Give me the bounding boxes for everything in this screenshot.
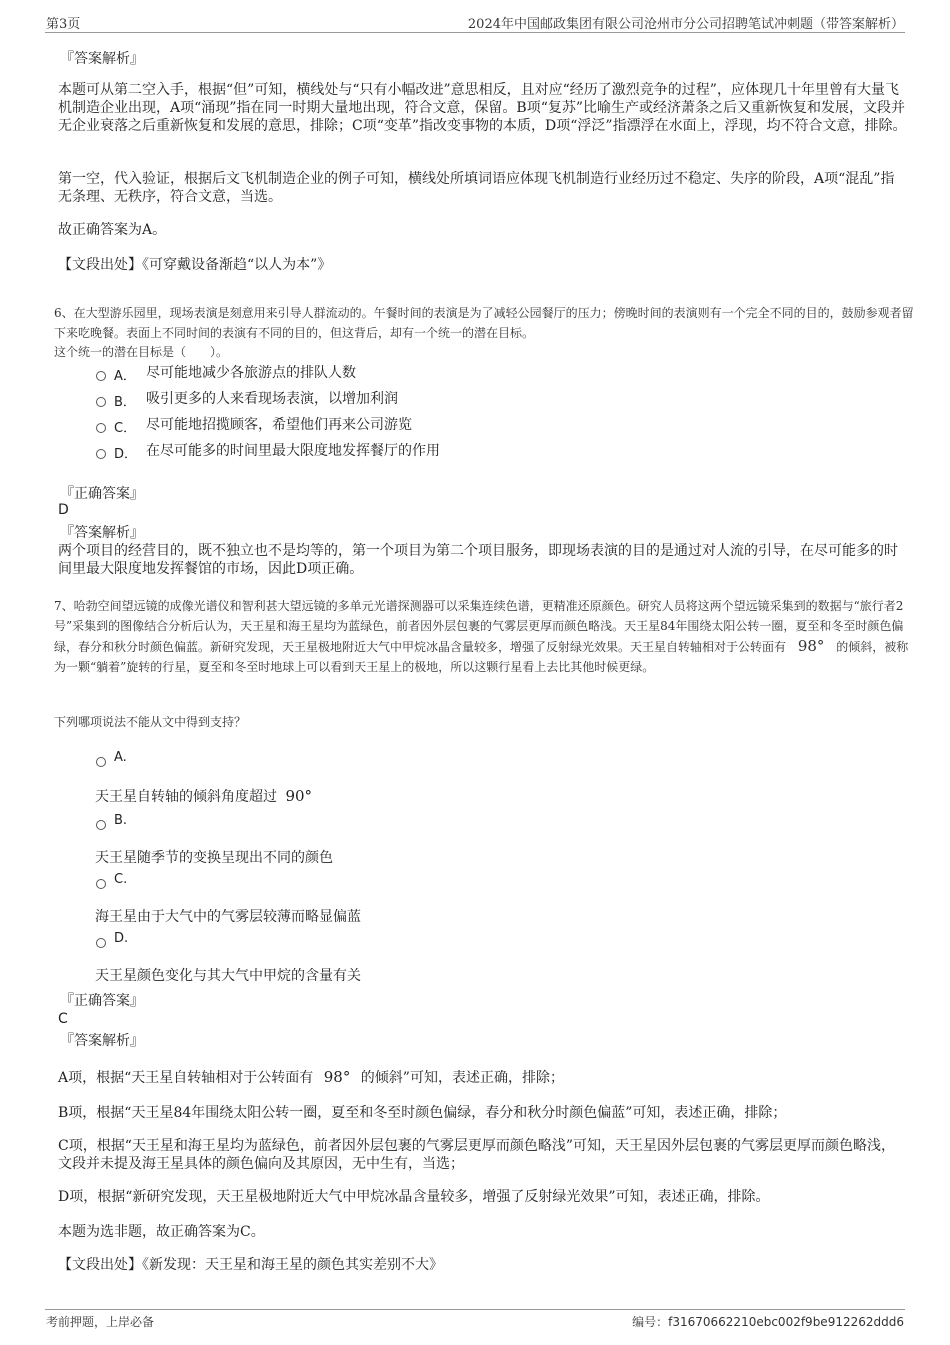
radio-button[interactable]	[96, 371, 106, 381]
radio-button[interactable]	[96, 757, 106, 767]
q7-option-d-text: 天王星颜色变化与其大气中甲烷的含量有关	[95, 968, 361, 984]
page-number: 第3页	[46, 17, 81, 32]
q6-stem: 6、在大型游乐园里，现场表演是刻意用来引导人群流动的。午餐时间的表演是为了减轻公园餐厅的压力；傍晚时间的表演则有一个完全不同的目的，鼓励参观者留下来吃晚餐。表面上不同时间的表演有不同的目的，但这背后，却有一个统一的潜在目标。	[54, 306, 914, 340]
option-letter: C．	[114, 421, 137, 436]
q7-option-c-selector[interactable]	[96, 871, 156, 891]
option-letter: A．	[114, 369, 136, 384]
q7-stem-part-2: 的倾斜，被称为一颗“躺着”旋转的行星，夏至和冬至时地球上可以看到天王星上的极地，所以这颗行星看上去比其他时候更绿。	[54, 640, 909, 674]
option-letter: D.	[114, 931, 129, 946]
document-title: 2024年中国邮政集团有限公司沧州市分公司招聘笔试冲刺题（带答案解析）	[467, 17, 904, 32]
q6-option-c[interactable]	[96, 415, 796, 437]
q6-prompt: 这个统一的潜在目标是（ ）。	[54, 345, 229, 359]
q7-stem	[54, 596, 914, 677]
q7-question: 下列哪项说法不能从文中得到支持？	[54, 715, 247, 729]
q6-analysis-label: 『答案解析』	[60, 525, 144, 541]
footer-code-label: 编号：	[632, 1315, 669, 1329]
footer-divider	[45, 1309, 905, 1310]
q7-tilt-angle: 98°	[797, 637, 825, 655]
q7-correct-answer: C	[58, 1011, 68, 1027]
q7-correct-label: 『正确答案』	[60, 993, 144, 1009]
q6-analysis: 两个项目的经营目的，既不独立也不是均等的，第一个项目为第二个项目服务，即现场表演的目的是通过对人流的引导，在尽可能多的时间里最大限度地发挥餐馆的市场，因此D项正确。	[58, 543, 898, 577]
radio-button[interactable]	[96, 820, 106, 830]
q7-analysis-b: B项，根据“天王星84年围绕太阳公转一圈，夏至和冬至时颜色偏绿，春分和秋分时颜色偏蓝”可知，表述正确，排除；	[58, 1105, 787, 1121]
q6-option-b[interactable]	[96, 389, 796, 411]
option-letter: B.	[114, 813, 128, 828]
q5-source: 【文段出处】《可穿戴设备渐趋“以人为本”》	[58, 257, 332, 273]
option-letter: A.	[114, 750, 127, 765]
option-letter: C.	[114, 872, 128, 887]
q7-stem-part-1: 7、哈勃空间望远镜的成像光谱仪和智利甚大望远镜的多单元光谱探测器可以采集连续色谱，更精准还原颜色。研究人员将这两个望远镜采集到的数据与“旅行者2号”采集到的图像结合分析后认为，天王星和海王星均为蓝绿色，前者因外层包裹的气雾层更厚而颜色略浅。天王星84年围绕太阳公转一圈，夏至和冬至时颜色偏绿，春分和秋分时颜色偏蓝。新研究发现，天王星极地附近大气中甲烷冰晶含量较多，增强了反射绿光效果。天王星自转轴相对于公转面有	[54, 599, 904, 654]
header-divider	[45, 32, 905, 33]
analysis-a-angle: 98°	[323, 1068, 351, 1086]
q7-option-b-selector[interactable]	[96, 812, 156, 832]
option-letter: B．	[114, 395, 136, 410]
q7-option-a-selector[interactable]	[96, 749, 156, 769]
q7-analysis-c: C项，根据“天王星和海王星均为蓝绿色，前者因外层包裹的气雾层更厚而颜色略浅”可知，天王星因外层包裹的气雾层更厚而颜色略浅，文段并未提及海王星具体的颜色偏向及其原因，无中生有，当选；	[58, 1138, 896, 1172]
q7-option-c-text: 海王星由于大气中的气雾层较薄而略显偏蓝	[95, 909, 361, 925]
q5-conclusion: 故正确答案为A。	[58, 222, 167, 238]
q7-analysis-label: 『答案解析』	[60, 1033, 144, 1049]
option-text: 在尽可能多的时间里最大限度地发挥餐厅的作用	[146, 443, 440, 459]
q6-option-a[interactable]	[96, 363, 796, 385]
radio-button[interactable]	[96, 397, 106, 407]
footer-slogan: 考前押题，上岸必备	[46, 1315, 155, 1329]
q7-option-a-text	[95, 786, 312, 807]
option-math: 90°	[285, 787, 313, 805]
q5-analysis-p2: 第一空，代入验证，根据后文飞机制造企业的例子可知，横线处所填词语应体现飞机制造行业经历过不稳定、失序的阶段，A项“混乱”指无条理、无秩序，符合文意，当选。	[58, 171, 895, 205]
radio-button[interactable]	[96, 449, 106, 459]
option-text: 尽可能地减少各旅游点的排队人数	[146, 365, 356, 381]
q6-correct-label: 『正确答案』	[60, 486, 144, 502]
q7-analysis-a	[58, 1068, 908, 1087]
radio-button[interactable]	[96, 423, 106, 433]
q5-analysis-p1: 本题可从第二空入手，根据“但”可知，横线处与“只有小幅改进”意思相反，且对应“经历了激烈竞争的过程”，应体现几十年里曾有大量飞机制造企业出现，A项“涌现”指在同一时期大量地出现，符合文意，保留。B项“复苏”比喻生产或经济萧条之后又重新恢复和发展，文段并无企业衰落之后重新恢复和发展的意思，排除；C项“变革”指改变事物的本质，D项“浮泛”指漂浮在水面上，浮现，均不符合文意，排除。	[58, 82, 907, 134]
q7-source: 【文段出处】《新发现：天王星和海王星的颜色其实差别不大》	[58, 1257, 443, 1273]
option-text: 天王星自转轴的倾斜角度超过	[95, 789, 277, 805]
q6-correct-answer: D	[58, 502, 69, 518]
q6-option-d[interactable]	[96, 441, 796, 463]
radio-button[interactable]	[96, 879, 106, 889]
analysis-a-text-1: A项，根据“天王星自转轴相对于公转面有	[58, 1070, 314, 1086]
footer-code	[632, 1313, 904, 1330]
option-letter: D．	[114, 447, 138, 462]
footer-code-value: f31670662210ebc002f9be912262ddd6	[668, 1315, 904, 1329]
analysis-a-text-2: 的倾斜”可知，表述正确，排除；	[360, 1070, 564, 1086]
option-text: 吸引更多的人来看现场表演，以增加利润	[146, 391, 398, 407]
radio-button[interactable]	[96, 938, 106, 948]
q7-option-d-selector[interactable]	[96, 930, 156, 950]
q5-analysis-label: 『答案解析』	[60, 51, 144, 67]
q7-analysis-d: D项，根据“新研究发现，天王星极地附近大气中甲烷冰晶含量较多，增强了反射绿光效果”可知，表述正确，排除。	[58, 1189, 770, 1205]
q7-option-b-text: 天王星随季节的变换呈现出不同的颜色	[95, 850, 333, 866]
option-text: 尽可能地招揽顾客，希望他们再来公司游览	[146, 417, 412, 433]
q7-conclusion: 本题为选非题，故正确答案为C。	[58, 1224, 265, 1240]
